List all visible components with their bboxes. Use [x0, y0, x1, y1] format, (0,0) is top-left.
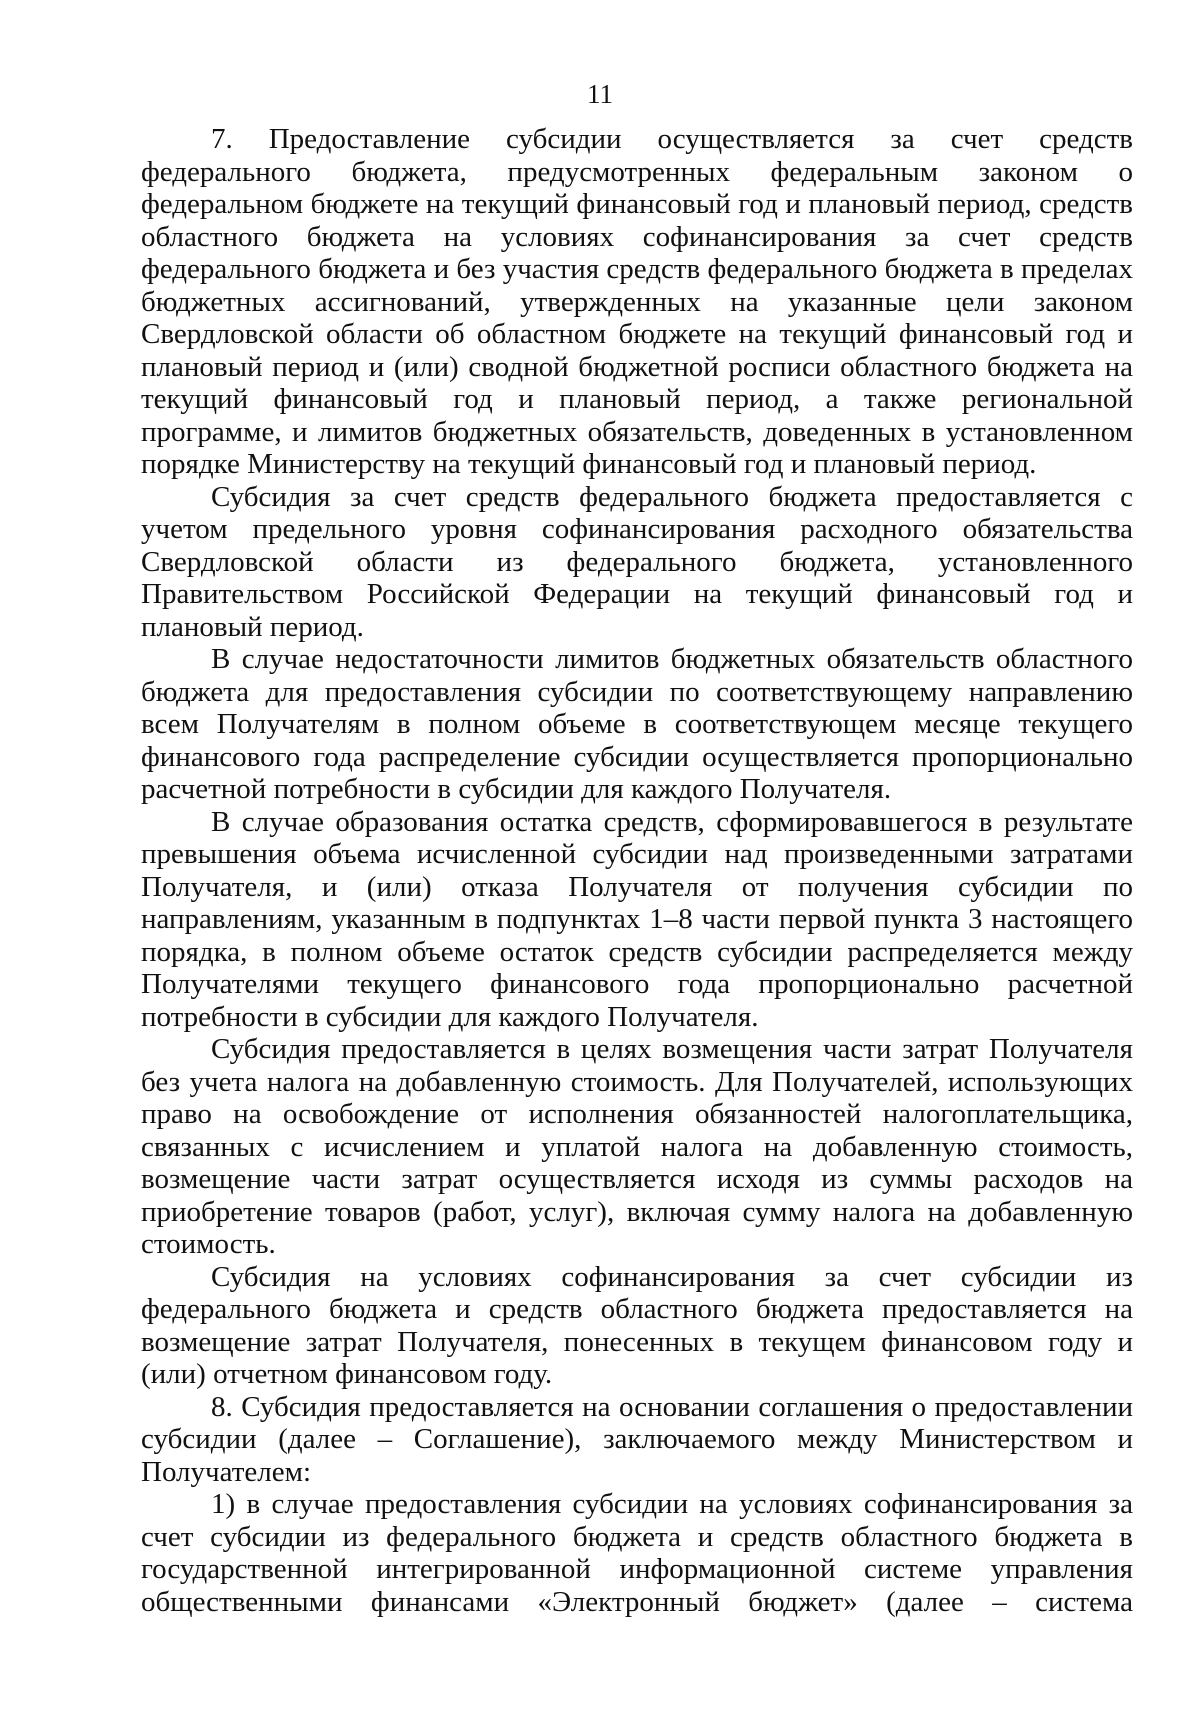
paragraph-8-agreement: 8. Субсидия предоставляется на основании соглашения о предоставлении субсидии (далее – Соглашение), заключаемого между Министерством и Получателем: — [141, 1390, 1133, 1488]
document-body — [141, 123, 1133, 1618]
paragraph-insufficient-limits: В случае недостаточности лимитов бюджетных обязательств областного бюджета для предоставления субсидии по соответствующему направлению всем Получателям в полном объеме в соответствующем месяце текущего финансового года распределение субсидии осуществляется пропорционально расчетной потребности в субсидии для каждого Получателя. — [141, 643, 1133, 805]
paragraph-vat: Субсидия предоставляется в целях возмещения части затрат Получателя без учета налога на добавленную стоимость. Для Получателей, использующих право на освобождение от исполнения обязанностей налогоплательщика, связанных с исчислением и уплатой налога на добавленную стоимость, возмещение части затрат осуществляется исходя из суммы расходов на приобретение товаров (работ, услуг), включая сумму налога на добавленную стоимость. — [141, 1033, 1133, 1260]
paragraph-cofinancing-reimbursement: Субсидия на условиях софинансирования за счет субсидии из федерального бюджета и средств областного бюджета предоставляется на возмещение затрат Получателя, понесенных в текущем финансовом году и (или) отчетном финансовом году. — [141, 1260, 1133, 1390]
paragraph-8-item-1: 1) в случае предоставления субсидии на условиях софинансирования за счет субсидии из федерального бюджета и средств областного бюджета в государственной интегрированной информационной системе управления общественными финансами «Электронный бюджет» (далее – система — [141, 1488, 1133, 1618]
paragraph-7-funding-sources: 7. Предоставление субсидии осуществляется за счет средств федерального бюджета, предусмотренных федеральным законом о федеральном бюджете на текущий финансовый год и плановый период, средств областного бюджета на условиях софинансирования за счет средств федерального бюджета и без участия средств федерального бюджета в пределах бюджетных ассигнований, утвержденных на указанные цели законом Свердловской области об областном бюджете на текущий финансовый год и плановый период и (или) сводной бюджетной росписи областного бюджета на текущий финансовый год и плановый период, а также региональной программе, и лимитов бюджетных обязательств, доведенных в установленном порядке Министерству на текущий финансовый год и плановый период. — [141, 123, 1133, 480]
page-number: 11 — [587, 79, 613, 109]
paragraph-federal-cofinancing-level: Субсидия за счет средств федерального бюджета предоставляется с учетом предельного уровня софинансирования расходного обязательства Свердловской области из федерального бюджета, установленного Правительством Российской Федерации на текущий финансовый год и плановый период. — [141, 480, 1133, 643]
paragraph-remaining-funds: В случае образования остатка средств, сформировавшегося в результате превышения объема исчисленной субсидии над произведенными затратами Получателя, и (или) отказа Получателя от получения субсидии по направлениям, указанным в подпунктах 1–8 части первой пункта 3 настоящего порядка, в полном объеме остаток средств субсидии распределяется между Получателями текущего финансового года пропорционально расчетной потребности в субсидии для каждого Получателя. — [141, 805, 1133, 1033]
